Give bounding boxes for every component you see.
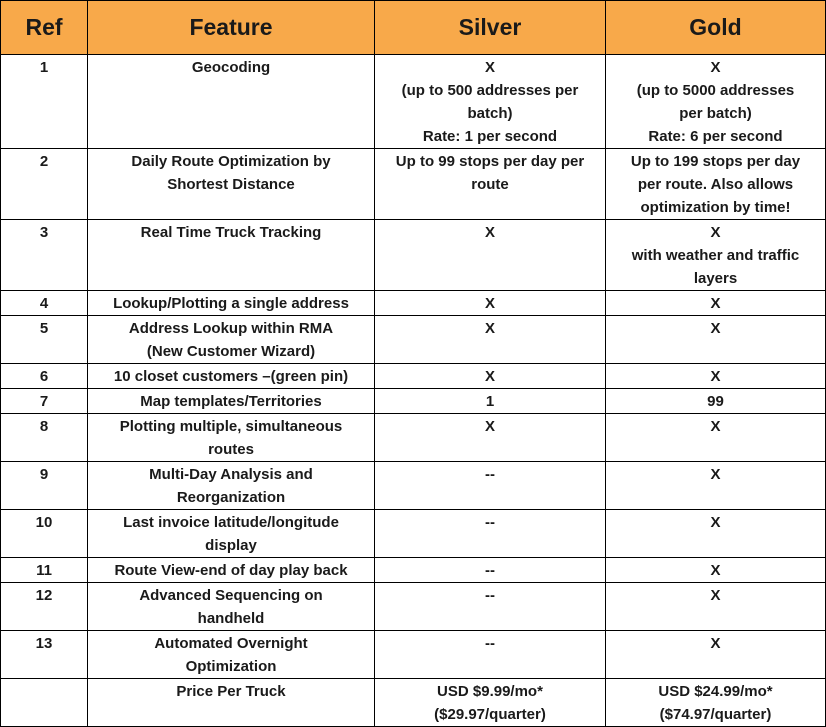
header-silver: Silver (375, 1, 606, 55)
gold-cell-line: X (710, 466, 721, 483)
table-row (1, 149, 826, 220)
silver-cell-line: Up to 99 stops per day per (395, 153, 585, 170)
silver-cell-line: USD $9.99/mo* (437, 683, 543, 700)
gold-cell (606, 389, 826, 414)
gold-cell (606, 291, 826, 316)
ref-cell: 9 (1, 462, 88, 510)
feature-cell-line: Last invoice latitude/longitude (123, 514, 339, 531)
gold-cell-line: ($74.97/quarter) (659, 706, 772, 723)
feature-cell-line: routes (208, 441, 254, 458)
feature-cell (88, 462, 375, 510)
feature-cell-line: Shortest Distance (167, 176, 295, 193)
gold-cell (606, 316, 826, 364)
gold-cell (606, 558, 826, 583)
ref-cell: 11 (1, 558, 88, 583)
silver-cell-line: -- (485, 514, 495, 531)
feature-cell-line: Price Per Truck (176, 683, 286, 700)
gold-cell-line: X (710, 418, 721, 435)
gold-cell (606, 55, 826, 149)
table-body (1, 55, 826, 727)
gold-cell-line: per route. Also allows (637, 176, 794, 193)
silver-cell (375, 316, 606, 364)
header-feature: Feature (88, 1, 375, 55)
silver-cell (375, 558, 606, 583)
feature-cell-line: Reorganization (176, 489, 286, 506)
header-row (1, 1, 826, 55)
gold-cell-line: per batch) (679, 105, 752, 122)
silver-cell-line: X (484, 320, 495, 337)
gold-cell-line: Up to 199 stops per day (630, 153, 801, 170)
feature-cell (88, 583, 375, 631)
silver-cell-line: (up to 500 addresses per (401, 82, 579, 99)
silver-cell-line: X (484, 224, 495, 241)
gold-cell-line: X (710, 368, 721, 385)
silver-cell-line: -- (485, 587, 495, 604)
table-row (1, 316, 826, 364)
ref-cell: 3 (1, 220, 88, 291)
feature-cell (88, 389, 375, 414)
gold-cell-line: X (710, 514, 721, 531)
feature-cell-line: Geocoding (191, 59, 271, 76)
ref-cell: 4 (1, 291, 88, 316)
table-row (1, 631, 826, 679)
silver-cell (375, 291, 606, 316)
gold-cell-line: X (710, 59, 721, 76)
feature-cell (88, 510, 375, 558)
ref-cell: 7 (1, 389, 88, 414)
feature-cell (88, 558, 375, 583)
gold-cell (606, 679, 826, 727)
header-ref: Ref (1, 1, 88, 55)
gold-cell-line: X (710, 320, 721, 337)
feature-cell (88, 414, 375, 462)
gold-cell-line: X (710, 295, 721, 312)
feature-cell-line: Plotting multiple, simultaneous (119, 418, 343, 435)
silver-cell (375, 510, 606, 558)
gold-cell-line: X (710, 635, 721, 652)
silver-cell (375, 462, 606, 510)
silver-cell (375, 583, 606, 631)
gold-cell (606, 583, 826, 631)
feature-cell-line: Automated Overnight (154, 635, 308, 652)
feature-cell (88, 631, 375, 679)
gold-cell-line: optimization by time! (640, 199, 791, 216)
silver-cell (375, 220, 606, 291)
table-row (1, 462, 826, 510)
silver-cell (375, 414, 606, 462)
silver-cell-line: ($29.97/quarter) (434, 706, 546, 723)
feature-cell-line: Optimization (185, 658, 277, 675)
silver-cell (375, 631, 606, 679)
ref-cell: 5 (1, 316, 88, 364)
feature-cell (88, 679, 375, 727)
table-row (1, 558, 826, 583)
gold-cell-line: Rate: 6 per second (648, 128, 783, 145)
feature-cell-line: Address Lookup within RMA (128, 320, 334, 337)
header-gold: Gold (606, 1, 826, 55)
silver-cell-line: -- (485, 562, 495, 579)
ref-cell: 12 (1, 583, 88, 631)
gold-cell (606, 462, 826, 510)
silver-cell-line: 1 (485, 393, 495, 410)
feature-cell (88, 220, 375, 291)
gold-cell-line: layers (693, 270, 738, 287)
ref-cell: 1 (1, 55, 88, 149)
table-row (1, 414, 826, 462)
feature-cell (88, 55, 375, 149)
table-row (1, 583, 826, 631)
silver-cell-line: X (484, 59, 495, 76)
gold-cell-line: (up to 5000 addresses (636, 82, 795, 99)
table-row (1, 220, 826, 291)
ref-cell: 10 (1, 510, 88, 558)
silver-cell-line: -- (485, 635, 495, 652)
silver-cell (375, 55, 606, 149)
feature-cell (88, 149, 375, 220)
gold-cell-line: X (710, 224, 721, 241)
silver-cell-line: route (471, 176, 509, 193)
silver-cell (375, 679, 606, 727)
silver-cell-line: batch) (467, 105, 513, 122)
gold-cell-line: X (710, 587, 721, 604)
feature-cell-line: (New Customer Wizard) (146, 343, 316, 360)
silver-cell-line: X (484, 295, 495, 312)
feature-cell-line: Lookup/Plotting a single address (113, 295, 349, 312)
gold-cell (606, 631, 826, 679)
ref-cell: 8 (1, 414, 88, 462)
gold-cell (606, 220, 826, 291)
ref-cell: 2 (1, 149, 88, 220)
feature-cell-line: Multi-Day Analysis and (149, 466, 313, 483)
table-row (1, 679, 826, 727)
feature-cell-line: Map templates/Territories (140, 393, 322, 410)
ref-cell (1, 679, 88, 727)
silver-cell-line: Rate: 1 per second (422, 128, 558, 145)
feature-cell-line: 10 closet customers –(green pin) (113, 368, 349, 385)
feature-cell-line: Advanced Sequencing on (139, 587, 323, 604)
feature-cell (88, 364, 375, 389)
gold-cell (606, 414, 826, 462)
silver-cell (375, 364, 606, 389)
feature-cell (88, 316, 375, 364)
gold-cell (606, 510, 826, 558)
silver-cell-line: X (484, 368, 495, 385)
silver-cell (375, 389, 606, 414)
feature-cell (88, 291, 375, 316)
feature-cell-line: Daily Route Optimization by (131, 153, 331, 170)
feature-cell-line: display (205, 537, 257, 554)
ref-cell: 6 (1, 364, 88, 389)
gold-cell-line: with weather and traffic (631, 247, 800, 264)
gold-cell-line: X (710, 562, 721, 579)
feature-cell-line: Real Time Truck Tracking (140, 224, 322, 241)
feature-cell-line: handheld (197, 610, 265, 627)
ref-cell: 13 (1, 631, 88, 679)
table-row (1, 389, 826, 414)
table-row (1, 291, 826, 316)
silver-cell-line: -- (485, 466, 495, 483)
table-row (1, 55, 826, 149)
gold-cell (606, 149, 826, 220)
gold-cell-line: 99 (707, 393, 724, 410)
silver-cell-line: X (484, 418, 495, 435)
table-row (1, 510, 826, 558)
gold-cell-line: USD $24.99/mo* (658, 683, 773, 700)
silver-cell (375, 149, 606, 220)
table-row (1, 364, 826, 389)
gold-cell (606, 364, 826, 389)
feature-cell-line: Route View-end of day play back (114, 562, 348, 579)
